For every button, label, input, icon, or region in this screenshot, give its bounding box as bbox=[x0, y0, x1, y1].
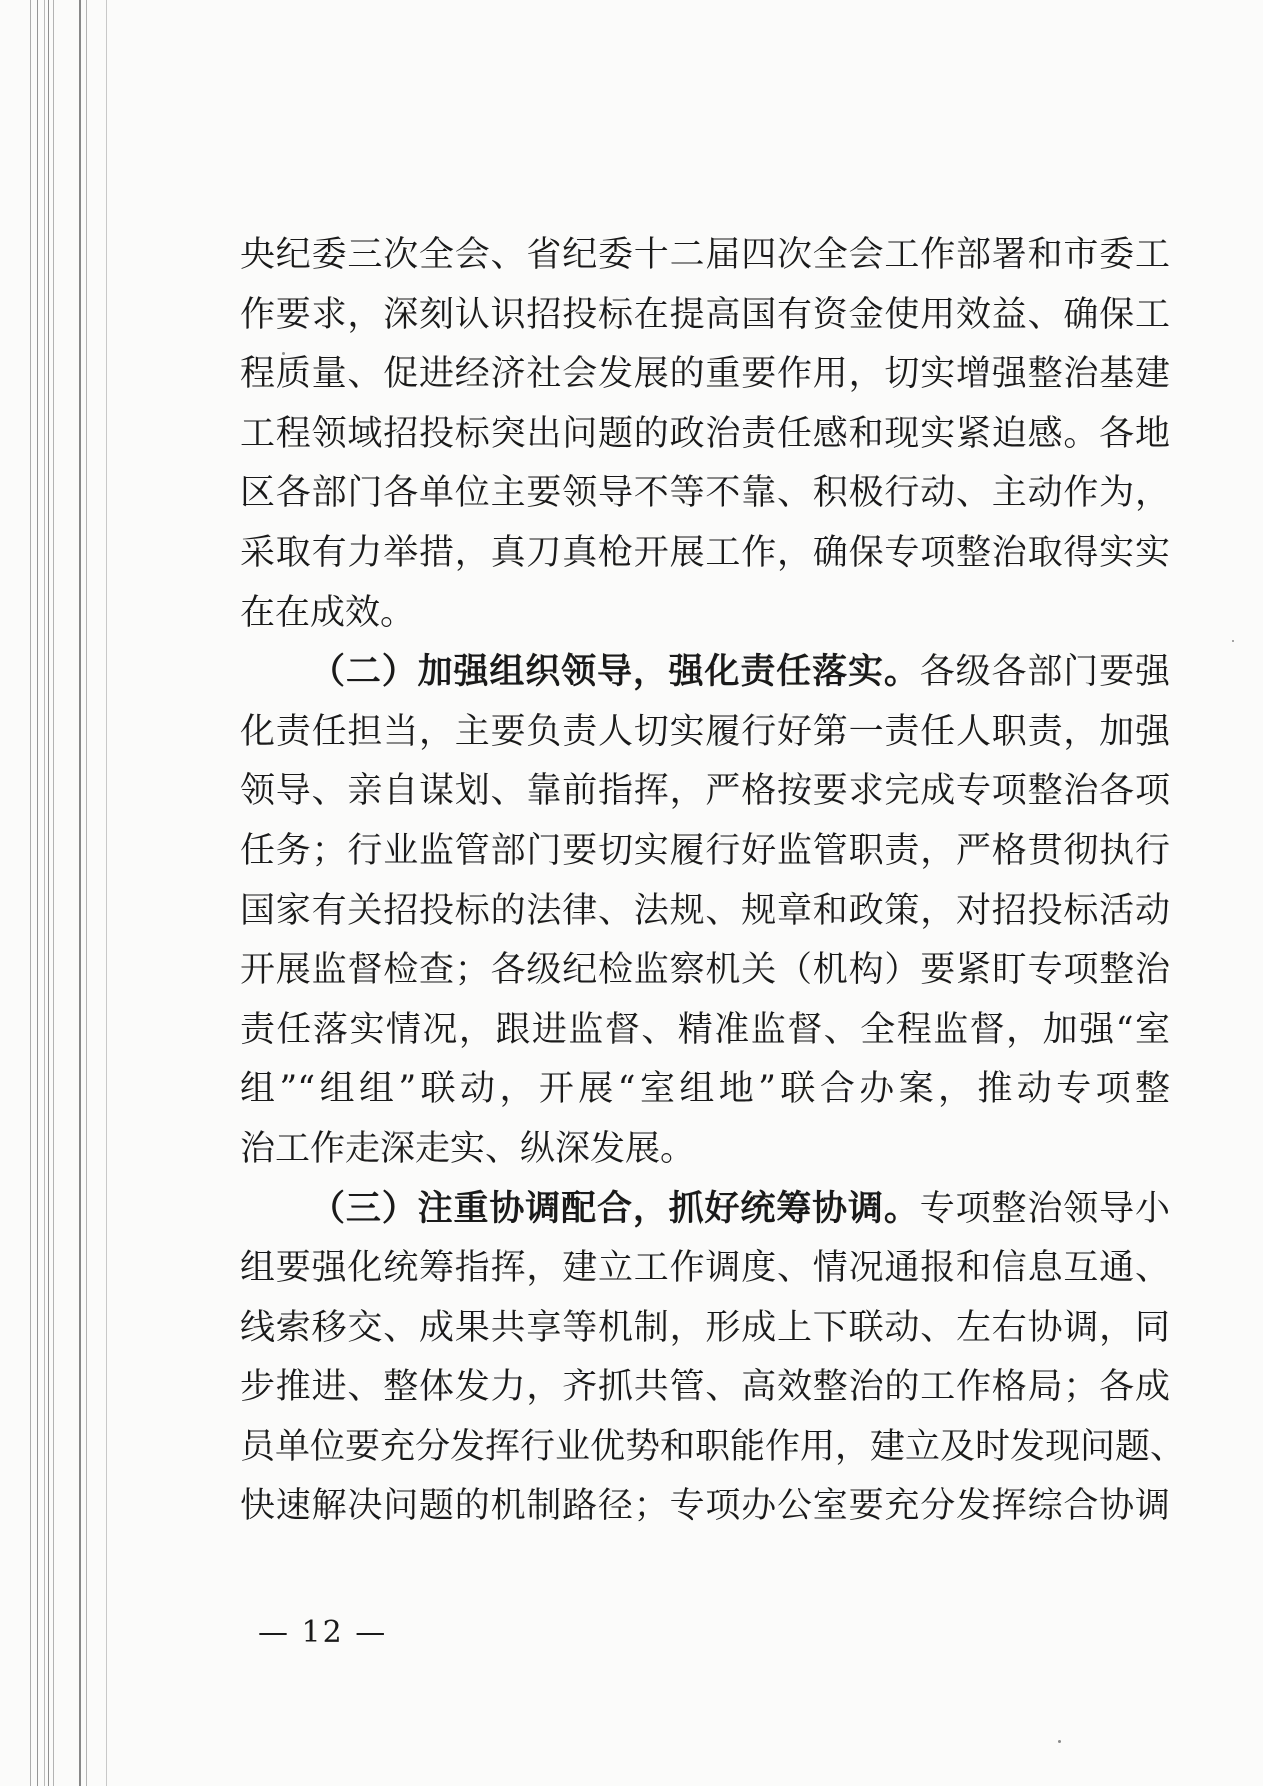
text-line: 开展监督检查；各级纪检监察机关（机构）要紧盯专项整治 bbox=[240, 950, 1170, 991]
section-3-first-line bbox=[240, 1180, 1170, 1240]
text-line: 作要求，深刻认识招投标在提高国有资金使用效益、确保工 bbox=[240, 294, 1170, 335]
text-line: 责任落实情况，跟进监督、精准监督、全程监督，加强“室 bbox=[240, 1009, 1170, 1050]
binding-line bbox=[37, 0, 38, 1786]
binding-line bbox=[79, 0, 81, 1786]
page-number: — 12 — bbox=[258, 1615, 388, 1650]
body-text bbox=[240, 226, 1186, 1537]
text-line: 线索移交、成果共享等机制，形成上下联动、左右协调，同 bbox=[240, 1307, 1170, 1348]
text-line: 程质量、促进经济社会发展的重要作用，切实增强整治基建 bbox=[240, 354, 1170, 395]
text-line: 组要强化统筹指挥，建立工作调度、情况通报和信息互通、 bbox=[240, 1248, 1170, 1289]
section-3-heading: （三）注重协调配合，抓好统筹协调。 bbox=[310, 1188, 920, 1229]
text-line: 步推进、整体发力，齐抓共管、高效整治的工作格局；各成 bbox=[240, 1367, 1170, 1408]
scan-speck bbox=[1232, 640, 1234, 642]
text-line: 国家有关招投标的法律、法规、规章和政策，对招投标活动 bbox=[240, 890, 1170, 931]
text-line: 组”“组组”联动，开展“室组地”联合办案，推动专项整 bbox=[240, 1069, 1170, 1110]
binding-line bbox=[53, 0, 54, 1786]
text-line: 化责任担当，主要负责人切实履行好第一责任人职责，加强 bbox=[240, 711, 1170, 752]
binding-line bbox=[30, 0, 31, 1786]
text-line: 员单位要充分发挥行业优势和职能作用，建立及时发现问题、 bbox=[240, 1426, 1186, 1467]
text-line: 快速解决问题的机制路径；专项办公室要充分发挥综合协调 bbox=[240, 1486, 1170, 1527]
scan-speck bbox=[1058, 1740, 1061, 1743]
text-line: 采取有力举措，真刀真枪开展工作，确保专项整治取得实实 bbox=[240, 532, 1170, 573]
binding-line bbox=[44, 0, 45, 1786]
binding-line bbox=[86, 0, 87, 1786]
binding-line bbox=[106, 0, 107, 1786]
text-line: 央纪委三次全会、省纪委十二届四次全会工作部署和市委工 bbox=[240, 235, 1170, 275]
section-2-text: 各级各部门要强 bbox=[919, 652, 1170, 693]
text-line: 工程领域招投标突出问题的政治责任感和现实紧迫感。各地 bbox=[240, 413, 1170, 454]
text-line: 区各部门各单位主要领导不等不靠、积极行动、主动作为， bbox=[240, 473, 1170, 514]
section-2-heading: （二）加强组织领导，强化责任落实。 bbox=[310, 652, 920, 693]
binding-line bbox=[48, 0, 49, 1786]
text-line: 领导、亲自谋划、靠前指挥，严格按要求完成专项整治各项 bbox=[240, 771, 1170, 812]
text-line: 在在成效。 bbox=[240, 592, 416, 633]
section-2-first-line bbox=[240, 643, 1170, 703]
section-3-text: 专项整治领导小 bbox=[919, 1188, 1170, 1229]
text-line: 任务；行业监管部门要切实履行好监管职责，严格贯彻执行 bbox=[240, 830, 1170, 871]
text-line: 治工作走深走实、纵深发展。 bbox=[240, 1128, 696, 1169]
